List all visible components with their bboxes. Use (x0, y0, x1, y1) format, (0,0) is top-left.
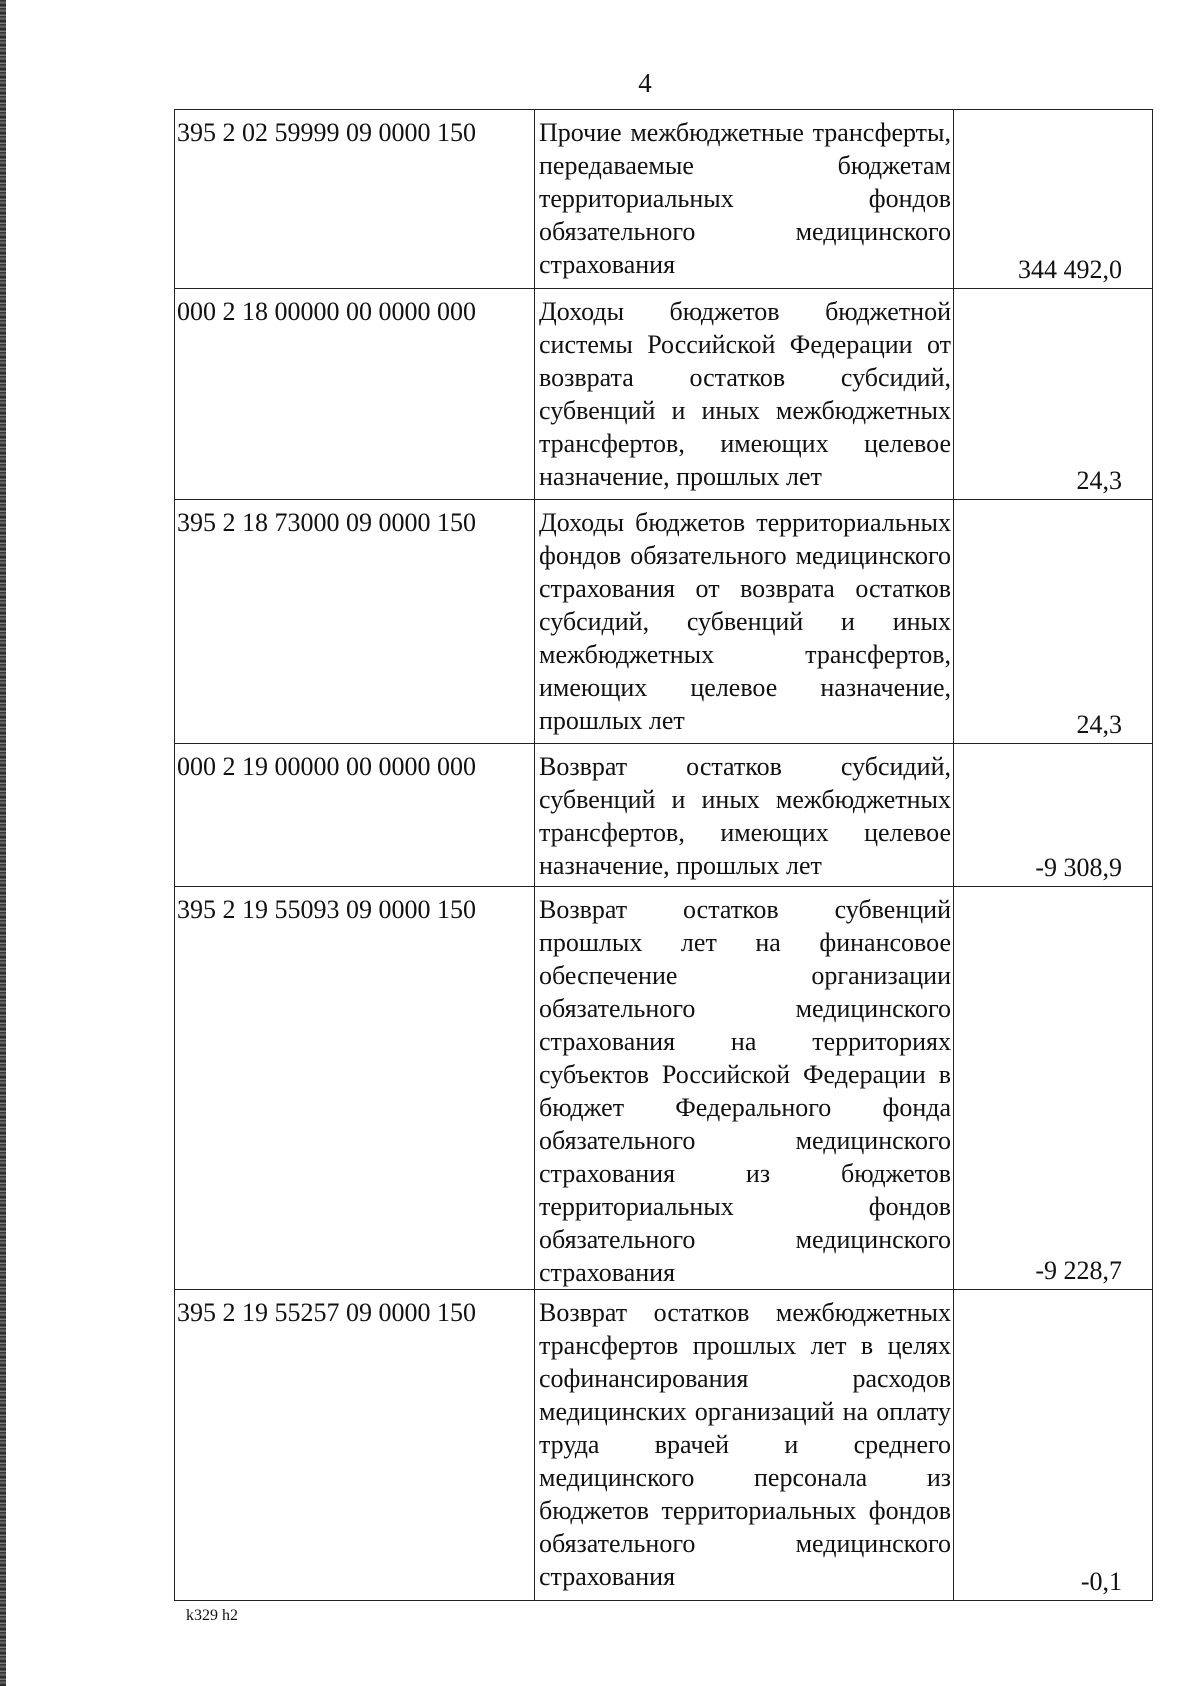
table-row (175, 110, 1153, 289)
budget-code-cell: 395 2 19 55093 09 0000 150 (175, 887, 535, 1290)
description-text: Прочие межбюджетные трансферты, передаваемые бюджетам территориальных фондов обязательного медицинского страхования (539, 118, 951, 279)
budget-revenue-table (174, 109, 1153, 1601)
scan-edge-decoration (0, 0, 6, 1686)
description-cell (535, 887, 954, 1290)
description-text: Доходы бюджетов бюджетной системы Российской Федерации от возврата остатков субсидий, субвенций и иных межбюджетных трансфертов, имеющих целевое назначение, прошлых лет (539, 297, 951, 491)
description-text: Доходы бюджетов территориальных фондов обязательного медицинского страхования от возврата остатков субсидий, субвенций и иных межбюджетных трансфертов, имеющих целевое назначение, прошлых лет (539, 508, 951, 735)
table-row (175, 289, 1153, 500)
amount-cell: 24,3 (954, 289, 1153, 500)
page-number: 4 (638, 68, 652, 98)
table-row (175, 500, 1153, 744)
budget-code-cell: 000 2 19 00000 00 0000 000 (175, 744, 535, 887)
amount-cell: -9 228,7 (954, 887, 1153, 1290)
description-cell (535, 110, 954, 289)
description-cell (535, 289, 954, 500)
amount-cell: -0,1 (954, 1290, 1153, 1601)
amount-cell: -9 308,9 (954, 744, 1153, 887)
budget-code-cell: 395 2 19 55257 09 0000 150 (175, 1290, 535, 1601)
table-row (175, 744, 1153, 887)
description-cell (535, 1290, 954, 1601)
amount-cell: 344 492,0 (954, 110, 1153, 289)
budget-code-cell: 000 2 18 00000 00 0000 000 (175, 289, 535, 500)
table-row (175, 887, 1153, 1290)
description-cell (535, 744, 954, 887)
budget-code-cell: 395 2 18 73000 09 0000 150 (175, 500, 535, 744)
description-cell (535, 500, 954, 744)
description-text: Возврат остатков межбюджетных трансфертов прошлых лет в целях софинансирования расходов медицинских организаций на оплату труда врачей и среднего медицинского персонала из бюджетов территориальных фондов обязательного медицинского страхования (539, 1298, 951, 1591)
description-text: Возврат остатков субсидий, субвенций и иных межбюджетных трансфертов, имеющих целевое назначение, прошлых лет (539, 752, 951, 880)
budget-code-cell: 395 2 02 59999 09 0000 150 (175, 110, 535, 289)
document-footer-code: k329 h2 (186, 1607, 238, 1624)
description-text: Возврат остатков субвенций прошлых лет на финансовое обеспечение организации обязательного медицинского страхования на территориях субъектов Российской Федерации в бюджет Федерального фонда обязательного медицинского страхования из бюджетов территориальных фондов обязательного медицинского страхования (539, 895, 951, 1287)
amount-cell: 24,3 (954, 500, 1153, 744)
table-row (175, 1290, 1153, 1601)
